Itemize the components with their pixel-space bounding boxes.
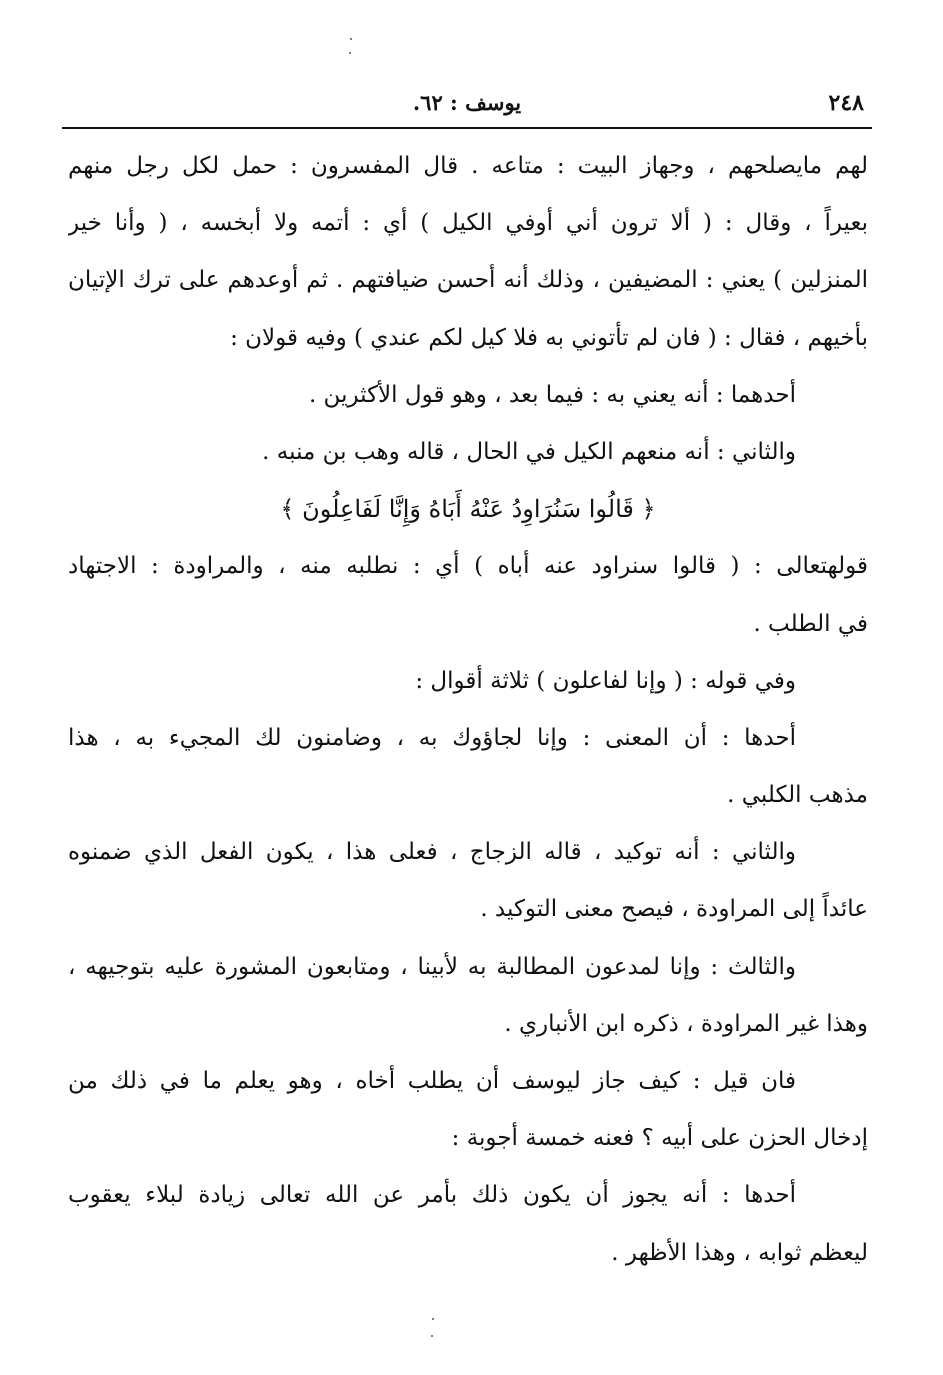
text-line: أحدها : أن المعنى : وإنا لجاؤوك به ، وضامنون لك المجيء به ، هذا — [68, 724, 796, 751]
scan-speck — [350, 38, 352, 40]
text-line: بعيراً ، وقال : ( ألا ترون أني أوفي الكيل ) أي : أتمه ولا أبخسه ، ( وأنا خير — [68, 210, 868, 237]
running-head: يوسف : ٦٢. — [412, 90, 522, 115]
text-line: أحدها : أنه يجوز أن يكون ذلك بأمر عن الله تعالى زيادة لبلاء يعقوب — [68, 1182, 796, 1209]
text-line: في الطلب . — [753, 610, 868, 637]
text-line: إدخال الحزن على أبيه ؟ فعنه خمسة أجوبة : — [451, 1125, 868, 1152]
text-line: بأخيهم ، فقال : ( فان لم تأتوني به فلا كيل لكم عندي ) وفيه قولان : — [230, 324, 868, 351]
body-text — [68, 138, 868, 1282]
quran-verse: ﴿ قَالُوا سَنُرَاوِدُ عَنْهُ أَبَاهُ وَإِنَّا لَفَاعِلُونَ ﴾ — [280, 495, 656, 524]
page-header — [64, 88, 870, 124]
text-line: فان قيل : كيف جاز ليوسف أن يطلب أخاه ، وهو يعلم ما في ذلك من — [68, 1068, 796, 1094]
text-line: والثاني : أنه توكيد ، قاله الزجاج ، فعلى هذا ، يكون الفعل الذي ضمنوه — [68, 839, 796, 866]
header-rule — [62, 127, 872, 129]
text-line: والثاني : أنه منعهم الكيل في الحال ، قاله وهب بن منبه . — [262, 438, 796, 465]
text-line: وفي قوله : ( وإنا لفاعلون ) ثلاثة أقوال : — [415, 667, 796, 694]
text-line: مذهب الكلبي . — [727, 782, 868, 809]
scan-speck — [349, 52, 351, 54]
page-number: ٢٤٨ — [828, 90, 864, 116]
text-line: المنزلين ) يعني : المضيفين ، وذلك أنه أحسن ضيافتهم . ثم أوعدهم على ترك الإتيان — [68, 267, 868, 294]
scan-speck — [431, 1335, 433, 1337]
text-line: عائداً إلى المراودة ، فيصح معنى التوكيد . — [480, 896, 868, 923]
text-line: ليعظم ثوابه ، وهذا الأظهر . — [611, 1239, 868, 1266]
scan-speck — [432, 1318, 434, 1320]
text-line: والثالث : وإنا لمدعون المطالبة به لأبينا ، ومتابعون المشورة عليه بتوجيهه ، — [68, 953, 796, 980]
text-line: أحدهما : أنه يعني به : فيما بعد ، وهو قول الأكثرين . — [308, 381, 796, 408]
text-line: وهذا غير المراودة ، ذكره ابن الأنباري . — [504, 1010, 868, 1037]
text-line: قولهتعالى : ( قالوا سنراود عنه أباه ) أي : نطلبه منه ، والمراودة : الاجتهاد — [68, 553, 868, 580]
text-line: لهم مايصلحهم ، وجهاز البيت : متاعه . قال المفسرون : حمل لكل رجل منهم — [68, 153, 868, 179]
